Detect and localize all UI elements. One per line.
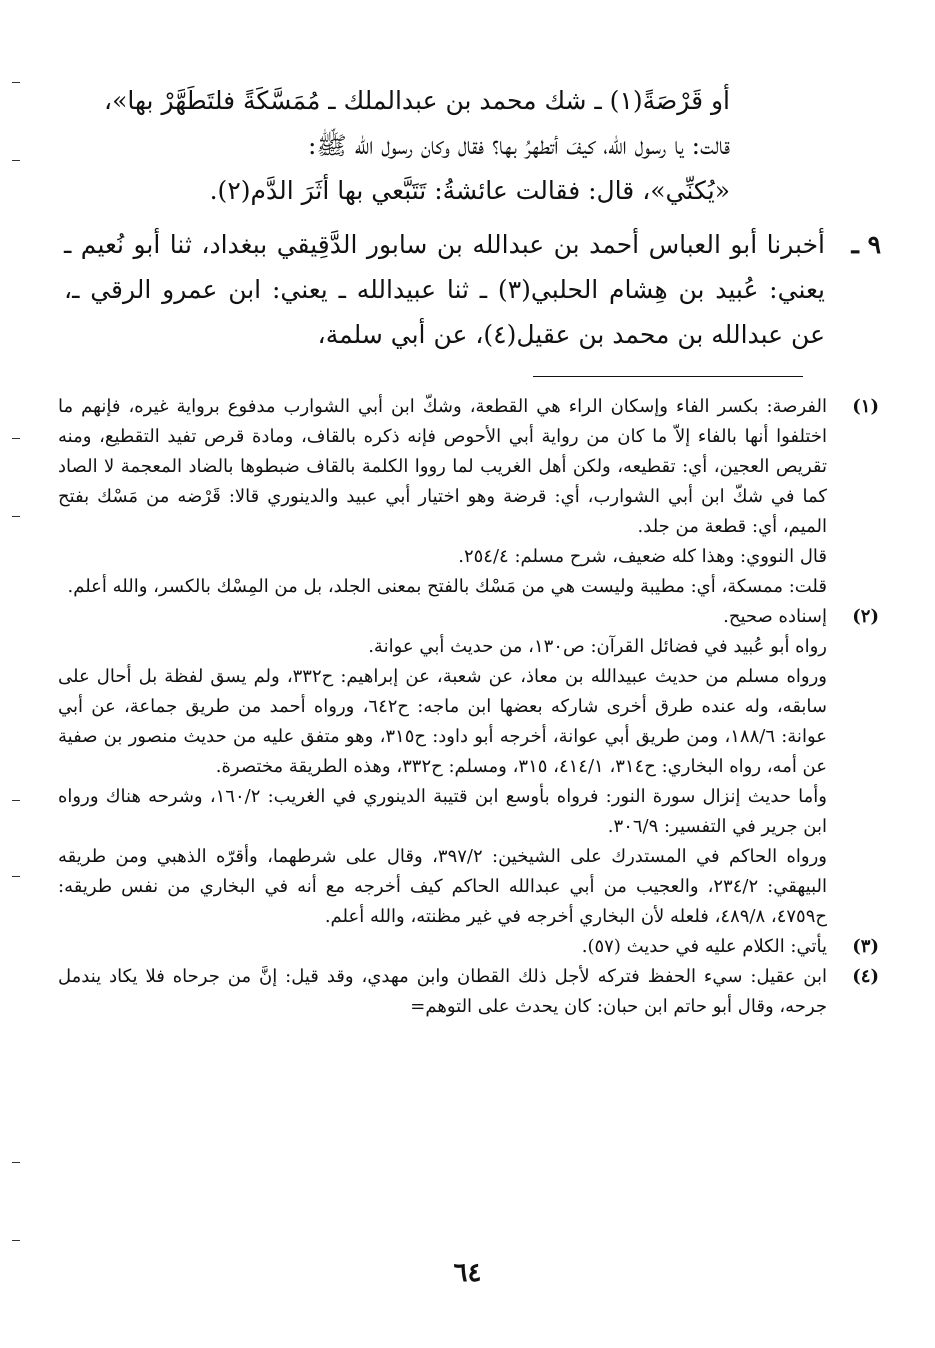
margin-mark	[12, 516, 20, 517]
margin-mark	[12, 160, 20, 161]
footnote-number: (٢)	[852, 606, 879, 627]
footnote-number: (٤)	[852, 966, 879, 987]
hadith-9	[64, 222, 881, 357]
footnote-paragraph: يأتي: الكلام عليه في حديث (٥٧).	[581, 936, 827, 957]
hadith-continuation	[64, 78, 730, 213]
footnote-paragraph: رواه أبو عُبيد في فضائل القرآن: ص١٣٠، من حديث أبي عوانة.	[368, 636, 827, 657]
footnote-paragraph: ورواه الحاكم في المستدرك على الشيخين: ٣٩٧/٢، وقال على شرطهما، وأقرّه الذهبي ومن طريقه البيهقي: ٢٣٤/٢، والعجيب من أبي عبدالله الحاكم كيف أخرجه مع أنه في البخاري من نفس طريقه: ح٤٧٥٩، ٤٨٩/٨، فلعله لأن البخاري أخرجه في غير مظنته، والله أعلم.	[58, 846, 828, 927]
page-number: ٦٤	[453, 1258, 482, 1288]
text-line-3: «يُكنِّي»، قال: فقالت عائشةُ: تَتَبَّعي بها أثَرَ الدَّم(٢).	[209, 176, 730, 205]
hadith-number: ٩ ـ	[851, 230, 881, 259]
footnote-paragraph: وأما حديث إنزال سورة النور: فرواه بأوسع ابن قتيبة الدينوري في الغريب: ١٦٠/٢، وشرحه هناك ورواه ابن جرير في التفسير: ٣٠٦/٩.	[58, 786, 827, 837]
footnote-number: (١)	[852, 396, 879, 417]
text-line-2: قالت: يا رسول الله، كيفَ أتطهرُ بها؟ فقال وكان رسول الله ﷺ:	[308, 131, 730, 160]
footnote-1	[58, 392, 879, 602]
footnote-separator	[533, 376, 803, 377]
footnote-paragraph: قلت: ممسكة، أي: مطيبة وليست هي من مَسْك بالفتح بمعنى الجلد، بل من المِسْك بالكسر، والله أعلم.	[67, 576, 827, 597]
text-line-1: أو قَرْصَةً(١) ـ شك محمد بن عبدالملك ـ مُمَسَّكَةً فلتَطَهَّرْ بها»،	[104, 86, 730, 115]
footnote-4	[58, 962, 879, 1022]
margin-mark	[12, 1162, 20, 1163]
footnote-paragraph: قال النووي: وهذا كله ضعيف، شرح مسلم: ٢٥٤/٤.	[458, 546, 827, 567]
margin-mark	[12, 438, 20, 439]
footnote-paragraph: ابن عقيل: سيء الحفظ فتركه لأجل ذلك القطان وابن مهدي، وقد قيل: إنَّ من جرحاه فلا يكاد يندمل جرحه، وقال أبو حاتم ابن حبان: كان يحدث على التوهم=	[58, 966, 827, 1017]
footnotes	[58, 392, 879, 1022]
footnote-3	[58, 932, 879, 962]
margin-mark	[12, 800, 20, 801]
footnote-number: (٣)	[852, 936, 879, 957]
footnote-paragraph: ورواه مسلم من حديث عبيدالله بن معاذ، عن شعبة، عن إبراهيم: ح٣٣٢، ولم يسق لفظة بل أحال على سابقه، وله عنده طرق أخرى شاركه بعضها ابن ماجه: ح٦٤٢، ورواه أحمد من طريق جماعة، عن أبي عوانة: ١٨٨/٦، ومن طريق أبي عوانة، أخرجه أبو داود: ح٣١٥، وهو متفق عليه من حديث منصور بن صفية عن أمه، رواه البخاري: ح٣١٤، ٤١٤/١، ٣١٥، ومسلم: ح٣٣٢، وهذه الطريقة مختصرة.	[58, 666, 827, 777]
margin-mark	[12, 876, 20, 877]
margin-mark	[12, 82, 20, 83]
hadith-text: أخبرنا أبو العباس أحمد بن عبدالله بن سابور الدَّقِيقي ببغداد، ثنا أبو نُعيم ـ يعني: عُبيد بن هِشام الحلبي(٣) ـ ثنا عبيدالله ـ يعني: ابن عمرو الرقي ـ، عن عبدالله بن محمد بن عقيل(٤)، عن أبي سلمة،	[64, 230, 826, 349]
footnote-2	[58, 602, 879, 932]
footnote-paragraph: إسناده صحيح.	[723, 606, 827, 627]
footnote-paragraph: الفرصة: بكسر الفاء وإسكان الراء هي القطعة، وشكّ ابن أبي الشوارب مدفوع برواية غيره، فإنهم ما اختلفوا أنها بالفاء إلاّ ما كان من رواية أبي الأحوص فإنه ذكره بالقاف، ومادة قرص تفيد التقطيع، ومنه تقريص العجين، أي: تقطيعه، ولكن أهل الغريب لما رووا الكلمة بالقاف ضبطوها بالضاد المعجمة لا الصاد كما في شكّ ابن أبي الشوارب، أي: قرضة وهو اختيار أبي عبيد والدينوري قالا: قَرْضه من مَسْك بفتح الميم، أي: قطعة من جلد.	[58, 396, 827, 537]
margin-mark	[12, 1240, 20, 1241]
